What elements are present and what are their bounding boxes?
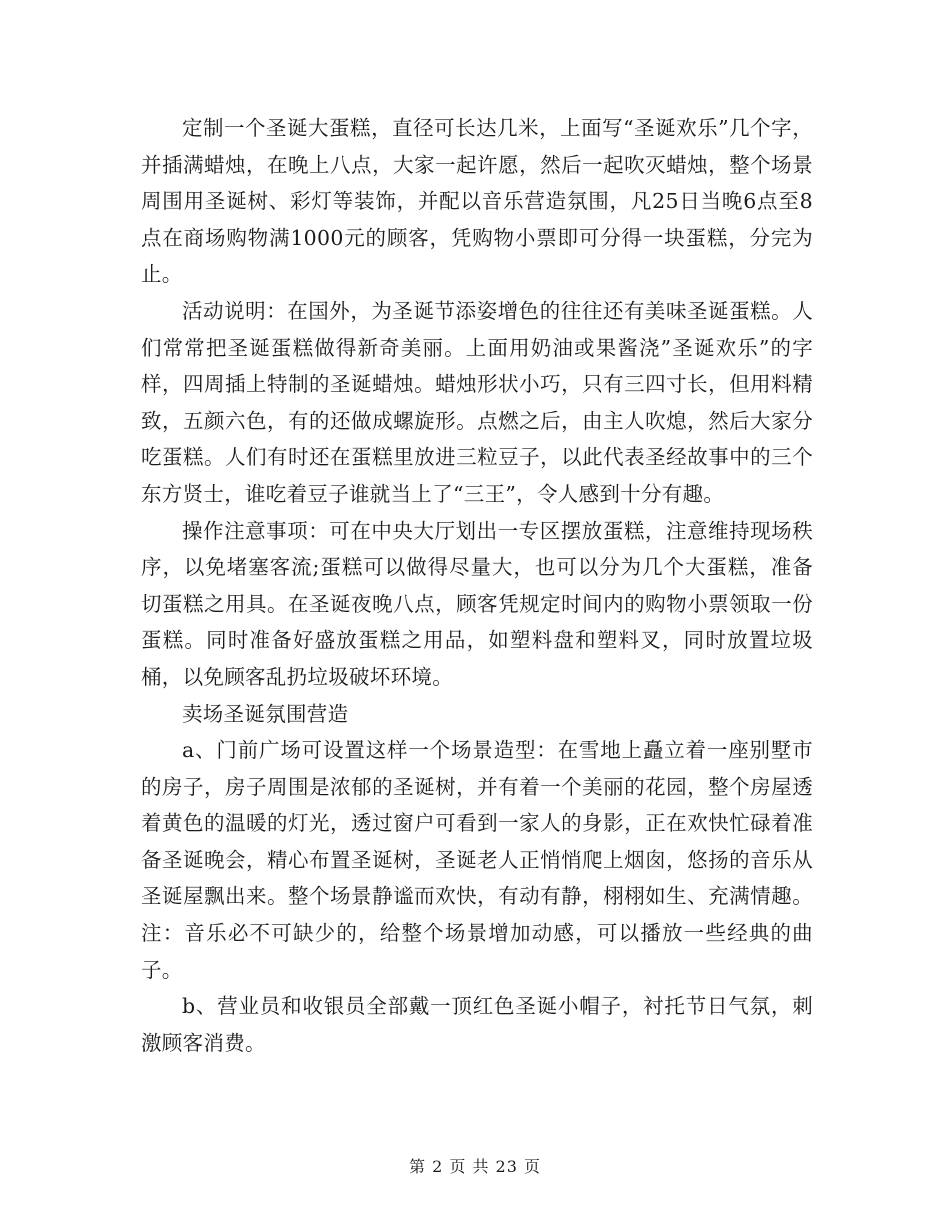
paragraph-plaza-scene: a、门前广场可设置这样一个场景造型：在雪地上矗立着一座别墅市的房子，房子周围是浓郁的圣诞树，并有着一个美丽的花园，整个房屋透着黄色的温暖的灯光，透过窗户可看到一家人的身影，正在欢快忙碌着准备圣诞晚会，精心布置圣诞树，圣诞老人正悄悄爬上烟囱，悠扬的音乐从圣诞屋飘出来。整个场景静谧而欢快，有动有静，栩栩如生、充满情趣。注：音乐必不可缺少的，给整个场景增加动感，可以播放一些经典的曲子。 — [141, 738, 813, 982]
paragraph-operation-notes: 操作注意事项：可在中央大厅划出一专区摆放蛋糕，注意维持现场秩序，以免堵塞客流;蛋糕可以做得尽量大，也可以分为几个大蛋糕，准备切蛋糕之用具。在圣诞夜晚八点，顾客凭规定时间内的购物小票领取一份蛋糕。同时准备好盛放蛋糕之用品，如塑料盘和塑料叉，同时放置垃圾桶，以免顾客乱扔垃圾破坏环境。 — [141, 518, 813, 689]
paragraph-cake-plan: 定制一个圣诞大蛋糕，直径可长达几米，上面写“圣诞欢乐”几个字，并插满蜡烛，在晚上八点，大家一起许愿，然后一起吹灭蜡烛，整个场景周围用圣诞树、彩灯等装饰，并配以音乐营造氛围，凡25日当晚6点至8点在商场购物满1000元的顾客，凭购物小票即可分得一块蛋糕，分完为止。 — [141, 116, 813, 287]
document-body — [141, 110, 813, 1061]
section-heading-atmosphere: 卖场圣诞氛围营造 — [182, 701, 349, 726]
paragraph-activity-description: 活动说明：在国外，为圣诞节添姿增色的往往还有美味圣诞蛋糕。人们常常把圣诞蛋糕做得新奇美丽。上面用奶油或果酱浇”圣诞欢乐”的字样，四周插上特制的圣诞蜡烛。蜡烛形状小巧，只有三四寸长，但用料精致，五颜六色，有的还做成螺旋形。点燃之后，由主人吹熄，然后大家分吃蛋糕。人们有时还在蛋糕里放进三粒豆子，以此代表圣经故事中的三个东方贤士，谁吃着豆子谁就当上了“三王”，令人感到十分有趣。 — [141, 298, 813, 506]
page-number-footer: 第 2 页 共 23 页 — [409, 1157, 541, 1176]
paragraph-staff-hats: b、营业员和收银员全部戴一顶红色圣诞小帽子，衬托节日气氛，刺激顾客消费。 — [141, 994, 813, 1055]
